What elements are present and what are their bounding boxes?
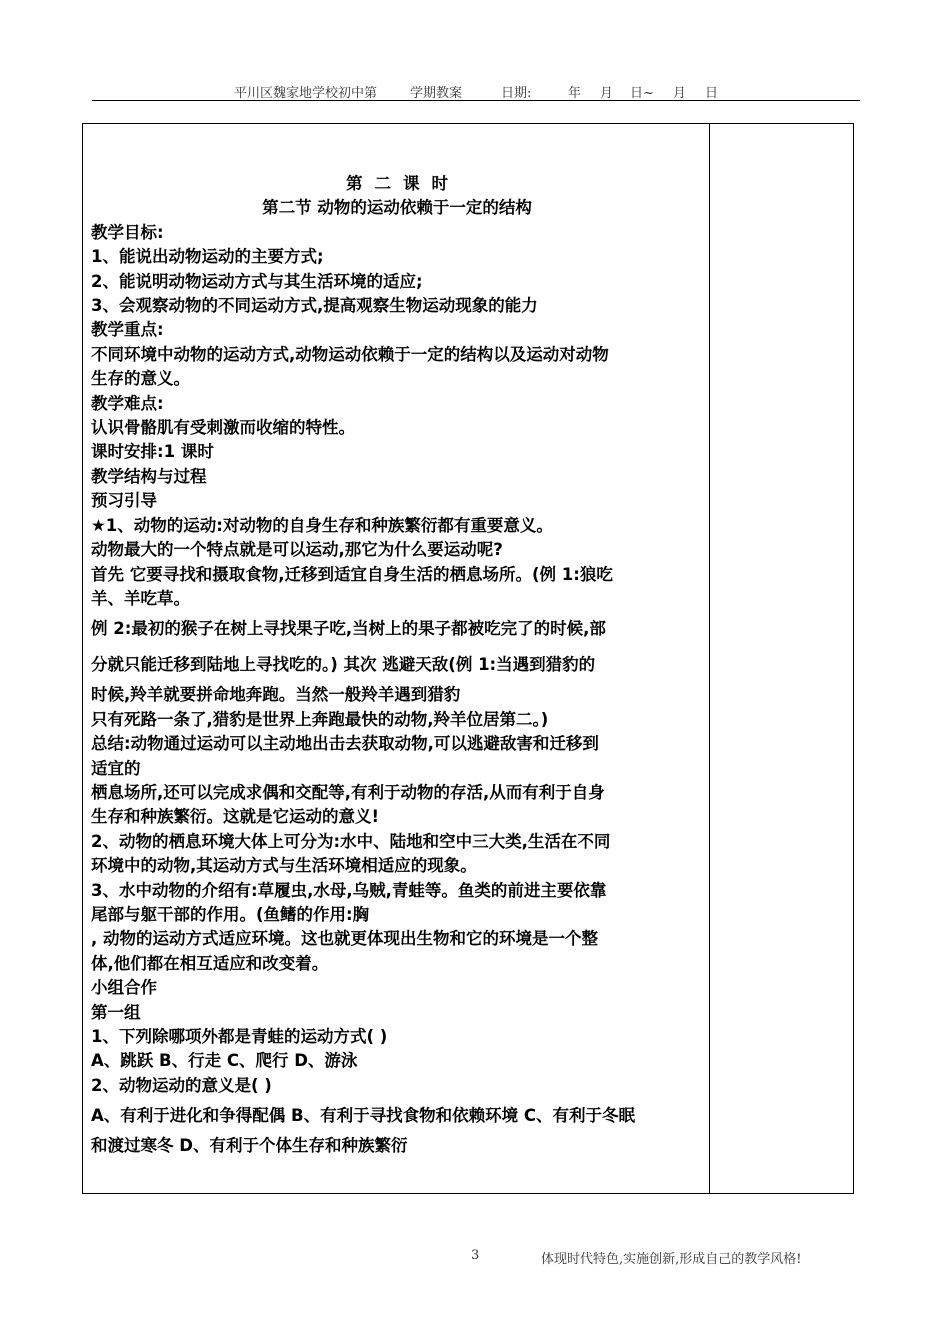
header-day-start: 日~	[630, 86, 654, 101]
lesson-line: A、有利于进化和争得配偶 B、有利于寻找食物和依赖环境 C、有利于冬眠	[91, 1106, 635, 1126]
lesson-line: 首先 它要寻找和摄取食物,迁移到适宜自身生活的栖息场所。(例 1:狼吃	[91, 564, 613, 584]
lesson-line: 教学重点:	[91, 320, 164, 340]
lesson-line: 3、水中动物的介绍有:草履虫,水母,乌贼,青蛙等。鱼类的前进主要依靠	[91, 880, 607, 900]
lesson-line: 预习引导	[91, 491, 157, 511]
header-month-start: 月	[600, 86, 614, 101]
lesson-line: 生存的意义。	[91, 369, 190, 389]
lesson-line: 分就只能迁移到陆地上寻找吃的。) 其次 逃避天敌(例 1:当遇到猎豹的	[91, 655, 596, 675]
lesson-line: 不同环境中动物的运动方式,动物运动依赖于一定的结构以及运动对动物	[91, 344, 609, 364]
lesson-line: 3、会观察动物的不同运动方式,提高观察生物运动现象的能力	[91, 296, 538, 316]
lesson-title: 第二课时	[346, 174, 460, 193]
header-day-end: 日	[705, 86, 719, 101]
lesson-line: 课时安排:1 课时	[91, 442, 214, 462]
lesson-line: 只有死路一条了,猎豹是世界上奔跑最快的动物,羚羊位居第二。)	[91, 709, 549, 729]
lesson-line: 动物最大的一个特点就是可以运动,那它为什么要运动呢?	[91, 540, 503, 560]
lesson-line: 环境中的动物,其运动方式与生活环境相适应的现象。	[91, 856, 477, 876]
lesson-line: 羊、羊吃草。	[91, 588, 190, 608]
page-number: 3	[471, 1248, 480, 1263]
header-term: 学期教案	[410, 86, 463, 101]
lesson-line: 2、动物的栖息环境大体上可分为:水中、陆地和空中三大类,生活在不同	[91, 831, 611, 851]
lesson-line: 体,他们都在相互适应和改变着。	[91, 953, 329, 973]
lesson-line: 适宜的	[91, 758, 141, 778]
lesson-line: 和渡过寒冬 D、有利于个体生存和种族繁衍	[91, 1136, 408, 1156]
lesson-line: 2、动物运动的意义是( )	[91, 1075, 272, 1095]
footer-slogan: 体现时代特色,实施创新,形成自己的教学风格!	[541, 1252, 802, 1267]
lesson-line: 1、能说出动物运动的主要方式;	[91, 247, 324, 267]
lesson-line: 例 2:最初的猴子在树上寻找果子吃,当树上的果子都被吃完了的时候,部	[91, 619, 606, 639]
lesson-line: 认识骨骼肌有受刺激而收缩的特性。	[91, 418, 355, 438]
header-date-label: 日期:	[501, 86, 532, 101]
lesson-line: 时候,羚羊就要拼命地奔跑。当然一般羚羊遇到猎豹	[91, 685, 461, 705]
lesson-content	[91, 172, 703, 1159]
lesson-line: 教学目标:	[91, 222, 164, 242]
lesson-line: 教学难点:	[91, 393, 164, 413]
lesson-line: 2、能说明动物运动方式与其生活环境的适应;	[91, 271, 423, 291]
lesson-line: 栖息场所,还可以完成求偶和交配等,有利于动物的存活,从而有利于自身	[91, 782, 605, 802]
lesson-subtitle: 第二节 动物的运动依赖于一定的结构	[262, 198, 532, 218]
lesson-line: 1、下列除哪项外都是青蛙的运动方式( )	[91, 1027, 388, 1046]
lesson-body	[91, 221, 703, 1159]
lesson-line: 第一组	[91, 1002, 141, 1022]
lesson-line: , 动物的运动方式适应环境。这也就更体现出生物和它的环境是一个整	[91, 929, 599, 949]
header-year: 年	[568, 86, 582, 101]
lesson-line: A、跳跃 B、行走 C、爬行 D、游泳	[91, 1051, 358, 1071]
lesson-line: 尾部与躯干部的作用。(鱼鳍的作用:胸	[91, 904, 370, 924]
header-school: 平川区魏家地学校初中第	[234, 86, 378, 101]
lesson-line: 总结:动物通过运动可以主动地出击去获取动物,可以逃避敌害和迁移到	[91, 734, 599, 754]
table-column-divider	[709, 124, 710, 1193]
lesson-line: 生存和种族繁衍。这就是它运动的意义!	[91, 807, 380, 827]
page-header	[92, 80, 860, 101]
header-month-end: 月	[673, 86, 687, 101]
lesson-line: 小组合作	[91, 978, 157, 998]
lesson-line: 教学结构与过程	[91, 466, 207, 486]
lesson-line: ★1、动物的运动:对动物的自身生存和种族繁衍都有重要意义。	[91, 515, 553, 535]
